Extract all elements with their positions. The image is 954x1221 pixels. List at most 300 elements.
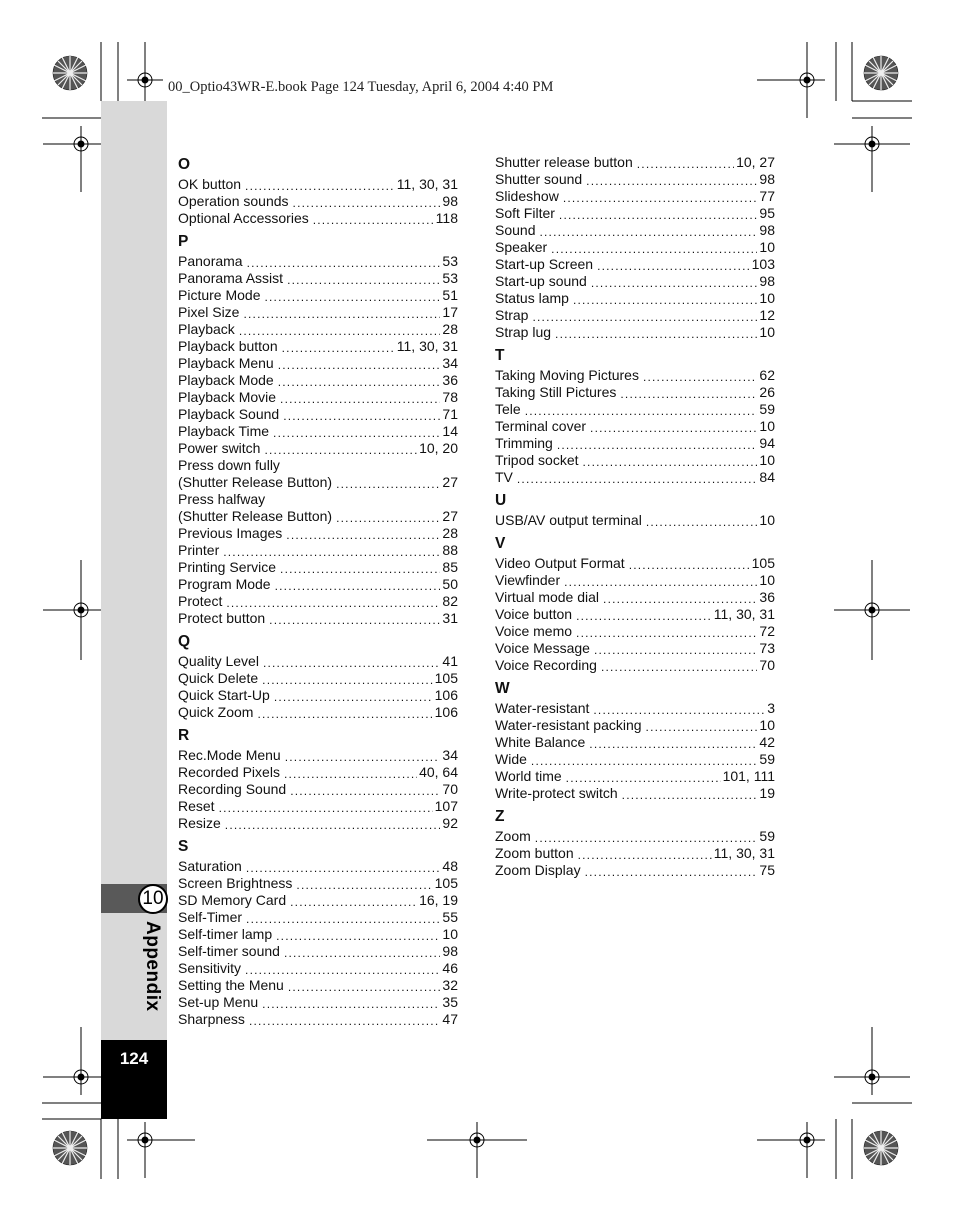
index-entry [178, 542, 458, 559]
index-term: Soft Filter [495, 205, 555, 221]
index-term: (Shutter Release Button) [178, 508, 333, 524]
index-entry [495, 256, 775, 273]
index-term: Self-timer sound [178, 943, 280, 959]
dot-leader [284, 943, 440, 960]
index-pages: 70 [759, 657, 775, 673]
index-pages: 27 [442, 474, 458, 490]
dot-leader [539, 222, 757, 239]
index-pages: 10 [759, 324, 775, 340]
index-term: Playback button [178, 338, 278, 354]
index-entry [178, 372, 458, 389]
dot-leader [566, 768, 721, 785]
index-entry [495, 589, 775, 606]
dot-leader [531, 751, 758, 768]
index-term: Printer [178, 542, 220, 558]
dot-leader [246, 909, 440, 926]
index-entry [178, 576, 458, 593]
dot-leader [290, 781, 440, 798]
index-pages: 106 [434, 687, 458, 703]
dot-leader [226, 593, 440, 610]
print-header: 00_Optio43WR-E.book Page 124 Tuesday, April 6, 2004 4:40 PM [168, 79, 554, 95]
index-term: Playback Mode [178, 372, 274, 388]
index-term: Recorded Pixels [178, 764, 280, 780]
index-term: Press halfway [178, 491, 266, 507]
index-pages: 47 [442, 1011, 458, 1027]
index-term: Slideshow [495, 188, 559, 204]
dot-leader [555, 324, 757, 341]
index-pages: 40, 64 [419, 764, 458, 780]
index-pages: 105 [434, 875, 458, 891]
index-entry [495, 862, 775, 879]
index-entry [495, 307, 775, 324]
dot-leader [257, 704, 432, 721]
index-pages: 53 [442, 253, 458, 269]
index-section [495, 345, 775, 486]
index-term: Wide [495, 751, 527, 767]
index-term: Write-protect switch [495, 785, 618, 801]
index-entry [178, 406, 458, 423]
index-pages: 10 [442, 926, 458, 942]
index-term: Power switch [178, 440, 261, 456]
index-entry [495, 171, 775, 188]
index-pages: 46 [442, 960, 458, 976]
dot-leader [559, 205, 758, 222]
index-entry [495, 205, 775, 222]
index-section [495, 806, 775, 879]
dot-leader [275, 576, 441, 593]
index-term: Sharpness [178, 1011, 245, 1027]
index-section [495, 678, 775, 802]
index-entry [495, 469, 775, 486]
index-term: Status lamp [495, 290, 569, 306]
dot-leader [583, 452, 758, 469]
dot-leader [578, 845, 712, 862]
dot-leader [576, 623, 757, 640]
index-term: World time [495, 768, 562, 784]
index-term: Rec.Mode Menu [178, 747, 281, 763]
dot-leader [629, 555, 750, 572]
index-pages: 105 [434, 670, 458, 686]
index-column-left [178, 154, 458, 1032]
index-term: Video Output Format [495, 555, 625, 571]
index-term: Shutter sound [495, 171, 583, 187]
page-number: 124 [119, 1049, 149, 1068]
index-entry [178, 858, 458, 875]
dot-leader [336, 474, 440, 491]
index-term: Protect [178, 593, 223, 609]
index-term: Panorama [178, 253, 243, 269]
index-entry [495, 324, 775, 341]
index-entry [178, 943, 458, 960]
index-pages: 28 [442, 525, 458, 541]
index-term: Printing Service [178, 559, 277, 575]
index-term: Trimming [495, 435, 553, 451]
index-pages: 31 [442, 610, 458, 626]
index-entry [495, 606, 775, 623]
index-entry [495, 239, 775, 256]
index-entry [495, 273, 775, 290]
index-pages: 10 [759, 572, 775, 588]
index-entry [178, 440, 458, 457]
dot-leader [274, 687, 433, 704]
index-letter: S [178, 838, 189, 855]
index-term: Playback Sound [178, 406, 280, 422]
index-term: Taking Moving Pictures [495, 367, 639, 383]
index-entry [178, 815, 458, 832]
index-letter: V [495, 535, 506, 552]
index-term: Playback Menu [178, 355, 274, 371]
index-entry [178, 304, 458, 321]
index-term: Virtual mode dial [495, 589, 600, 605]
index-pages: 11, 30, 31 [713, 845, 775, 861]
index-term: Program Mode [178, 576, 271, 592]
index-term: Press down fully [178, 457, 280, 473]
index-entry [178, 457, 458, 474]
index-pages: 55 [442, 909, 458, 925]
dot-leader [594, 640, 757, 657]
index-pages: 11, 30, 31 [396, 338, 458, 354]
index-entry [178, 210, 458, 227]
index-entry [495, 154, 775, 171]
dot-leader [591, 273, 758, 290]
index-column-right [495, 154, 775, 883]
index-term: Pixel Size [178, 304, 240, 320]
index-letter: Z [495, 808, 505, 825]
index-entry [178, 593, 458, 610]
index-entry [178, 491, 458, 508]
index-term: Self-timer lamp [178, 926, 273, 942]
dot-leader [286, 525, 440, 542]
index-term: Playback Movie [178, 389, 277, 405]
dot-leader [532, 307, 757, 324]
chapter-label: Appendix [142, 921, 163, 1012]
index-term: Voice memo [495, 623, 573, 639]
dot-leader [249, 1011, 440, 1028]
index-pages: 10 [759, 452, 775, 468]
index-term: Zoom button [495, 845, 574, 861]
index-entry [495, 418, 775, 435]
index-section [178, 154, 458, 227]
index-pages: 10, 27 [736, 154, 775, 170]
index-term: Saturation [178, 858, 242, 874]
dot-leader [646, 512, 758, 529]
dot-leader [637, 154, 734, 171]
dot-leader [288, 977, 441, 994]
index-term: Screen Brightness [178, 875, 293, 891]
dot-leader [620, 384, 757, 401]
index-term: Speaker [495, 239, 548, 255]
dot-leader [280, 559, 440, 576]
index-pages: 98 [442, 193, 458, 209]
index-entry [178, 321, 458, 338]
index-letter: P [178, 233, 189, 250]
index-entry [495, 452, 775, 469]
index-pages: 26 [759, 384, 775, 400]
index-term: (Shutter Release Button) [178, 474, 333, 490]
index-term: Playback Time [178, 423, 270, 439]
index-pages: 53 [442, 270, 458, 286]
index-pages: 77 [759, 188, 775, 204]
index-entry [178, 355, 458, 372]
index-pages: 98 [759, 222, 775, 238]
dot-leader [564, 572, 757, 589]
index-term: Terminal cover [495, 418, 587, 434]
dot-leader [573, 290, 757, 307]
index-entry [495, 188, 775, 205]
index-pages: 98 [442, 943, 458, 959]
index-term: Shutter release button [495, 154, 633, 170]
index-term: Operation sounds [178, 193, 289, 209]
index-pages: 94 [759, 435, 775, 451]
index-pages: 19 [759, 785, 775, 801]
index-entry [495, 623, 775, 640]
index-letter: T [495, 347, 505, 364]
index-pages: 106 [434, 704, 458, 720]
index-entry [178, 670, 458, 687]
dot-leader [278, 355, 441, 372]
index-pages: 3 [767, 700, 775, 716]
index-term: Taking Still Pictures [495, 384, 617, 400]
index-term: Protect button [178, 610, 266, 626]
index-entry [178, 909, 458, 926]
dot-leader [601, 657, 757, 674]
index-section [178, 725, 458, 832]
dot-leader [589, 734, 757, 751]
index-entry [178, 704, 458, 721]
dot-leader [593, 700, 765, 717]
index-term: Panorama Assist [178, 270, 284, 286]
index-pages: 101, 111 [722, 768, 775, 784]
index-term: Sound [495, 222, 536, 238]
index-pages: 35 [442, 994, 458, 1010]
index-entry [495, 845, 775, 862]
index-entry [495, 555, 775, 572]
index-entry [178, 764, 458, 781]
index-pages: 82 [442, 593, 458, 609]
index-pages: 27 [442, 508, 458, 524]
dot-leader [336, 508, 440, 525]
index-pages: 85 [442, 559, 458, 575]
index-pages: 62 [759, 367, 775, 383]
dot-leader [557, 435, 758, 452]
dot-leader [283, 406, 440, 423]
index-section [495, 490, 775, 529]
dot-leader [290, 892, 417, 909]
dot-leader [280, 389, 440, 406]
dot-leader [576, 606, 712, 623]
index-pages: 34 [442, 747, 458, 763]
index-pages: 118 [435, 210, 458, 226]
index-term: Recording Sound [178, 781, 287, 797]
index-term: Optional Accessories [178, 210, 309, 226]
dot-leader [285, 747, 441, 764]
index-letter: R [178, 727, 190, 744]
dot-leader [225, 815, 441, 832]
index-entry [178, 253, 458, 270]
index-section [495, 154, 775, 341]
index-term: Start-up Screen [495, 256, 594, 272]
index-letter: Q [178, 633, 191, 650]
dot-leader [243, 304, 440, 321]
dot-leader [293, 193, 441, 210]
index-pages: 84 [759, 469, 775, 485]
dot-leader [287, 270, 440, 287]
dot-leader [517, 469, 758, 486]
index-pages: 10 [759, 512, 775, 528]
index-entry [178, 423, 458, 440]
dot-leader [276, 926, 440, 943]
index-term: SD Memory Card [178, 892, 287, 908]
dot-leader [284, 764, 417, 781]
index-entry [178, 287, 458, 304]
index-term: Water-resistant [495, 700, 590, 716]
dot-leader [239, 321, 441, 338]
index-entry [495, 401, 775, 418]
index-entry [178, 474, 458, 491]
dot-leader [296, 875, 432, 892]
index-entry [178, 508, 458, 525]
index-pages: 10 [759, 717, 775, 733]
index-pages: 11, 30, 31 [713, 606, 775, 622]
index-entry [495, 384, 775, 401]
index-term: TV [495, 469, 513, 485]
index-term: USB/AV output terminal [495, 512, 642, 528]
index-entry [495, 657, 775, 674]
dot-leader [278, 372, 441, 389]
index-letter: O [178, 156, 191, 173]
index-pages: 14 [442, 423, 458, 439]
dot-leader [223, 542, 440, 559]
dot-leader [535, 828, 758, 845]
dot-leader [563, 188, 758, 205]
index-entry [178, 994, 458, 1011]
index-term: Voice Recording [495, 657, 597, 673]
index-entry [178, 781, 458, 798]
index-pages: 70 [442, 781, 458, 797]
index-entry [178, 798, 458, 815]
index-entry [178, 389, 458, 406]
index-entry [495, 717, 775, 734]
dot-leader [643, 367, 757, 384]
index-entry [178, 892, 458, 909]
dot-leader [245, 960, 440, 977]
index-pages: 59 [759, 828, 775, 844]
index-pages: 10 [759, 239, 775, 255]
index-term: Viewfinder [495, 572, 561, 588]
index-term: Resize [178, 815, 221, 831]
index-entry [495, 222, 775, 239]
index-term: Self-Timer [178, 909, 243, 925]
index-pages: 59 [759, 751, 775, 767]
index-entry [178, 610, 458, 627]
index-pages: 17 [442, 304, 458, 320]
dot-leader [603, 589, 757, 606]
index-entry [178, 525, 458, 542]
index-entry [178, 747, 458, 764]
dot-leader [263, 653, 440, 670]
index-pages: 28 [442, 321, 458, 337]
dot-leader [264, 440, 417, 457]
dot-leader [551, 239, 757, 256]
index-pages: 72 [759, 623, 775, 639]
index-pages: 36 [759, 589, 775, 605]
index-entry [495, 751, 775, 768]
index-pages: 10 [759, 418, 775, 434]
index-entry [495, 828, 775, 845]
index-pages: 98 [759, 273, 775, 289]
dot-leader [273, 423, 440, 440]
index-pages: 36 [442, 372, 458, 388]
index-entry [178, 687, 458, 704]
index-entry [178, 1011, 458, 1028]
index-entry [178, 977, 458, 994]
chapter-number: 10 [138, 884, 168, 914]
index-entry [495, 572, 775, 589]
dot-leader [622, 785, 758, 802]
index-term: Zoom Display [495, 862, 581, 878]
dot-leader [219, 798, 433, 815]
index-entry [178, 559, 458, 576]
index-entry [178, 270, 458, 287]
index-term: OK button [178, 176, 242, 192]
index-term: Quality Level [178, 653, 259, 669]
dot-leader [586, 171, 757, 188]
index-pages: 98 [759, 171, 775, 187]
index-letter: W [495, 680, 510, 697]
index-entry [178, 926, 458, 943]
index-entry [178, 653, 458, 670]
index-entry [495, 785, 775, 802]
dot-leader [525, 401, 758, 418]
index-term: Strap lug [495, 324, 552, 340]
dot-leader [262, 994, 440, 1011]
index-term: Quick Start-Up [178, 687, 270, 703]
index-pages: 73 [759, 640, 775, 656]
index-entry [495, 367, 775, 384]
dot-leader [590, 418, 757, 435]
dot-leader [264, 287, 440, 304]
index-pages: 10 [759, 290, 775, 306]
index-entry [495, 640, 775, 657]
index-term: Picture Mode [178, 287, 261, 303]
index-term: Zoom [495, 828, 531, 844]
index-term: Water-resistant packing [495, 717, 642, 733]
dot-leader [246, 858, 441, 875]
dot-leader [646, 717, 758, 734]
index-term: Previous Images [178, 525, 283, 541]
index-term: Quick Zoom [178, 704, 254, 720]
index-pages: 92 [442, 815, 458, 831]
index-pages: 59 [759, 401, 775, 417]
index-section [178, 836, 458, 1028]
index-entry [178, 338, 458, 355]
index-section [178, 631, 458, 721]
index-term: Reset [178, 798, 215, 814]
index-term: Setting the Menu [178, 977, 284, 993]
index-pages: 105 [751, 555, 775, 571]
index-entry [178, 176, 458, 193]
index-term: Start-up sound [495, 273, 587, 289]
index-pages: 41 [442, 653, 458, 669]
index-pages: 51 [442, 287, 458, 303]
index-section [495, 533, 775, 674]
index-entry [495, 290, 775, 307]
index-term: Voice Message [495, 640, 590, 656]
index-entry [495, 435, 775, 452]
index-pages: 16, 19 [419, 892, 458, 908]
index-term: Quick Delete [178, 670, 259, 686]
index-pages: 48 [442, 858, 458, 874]
